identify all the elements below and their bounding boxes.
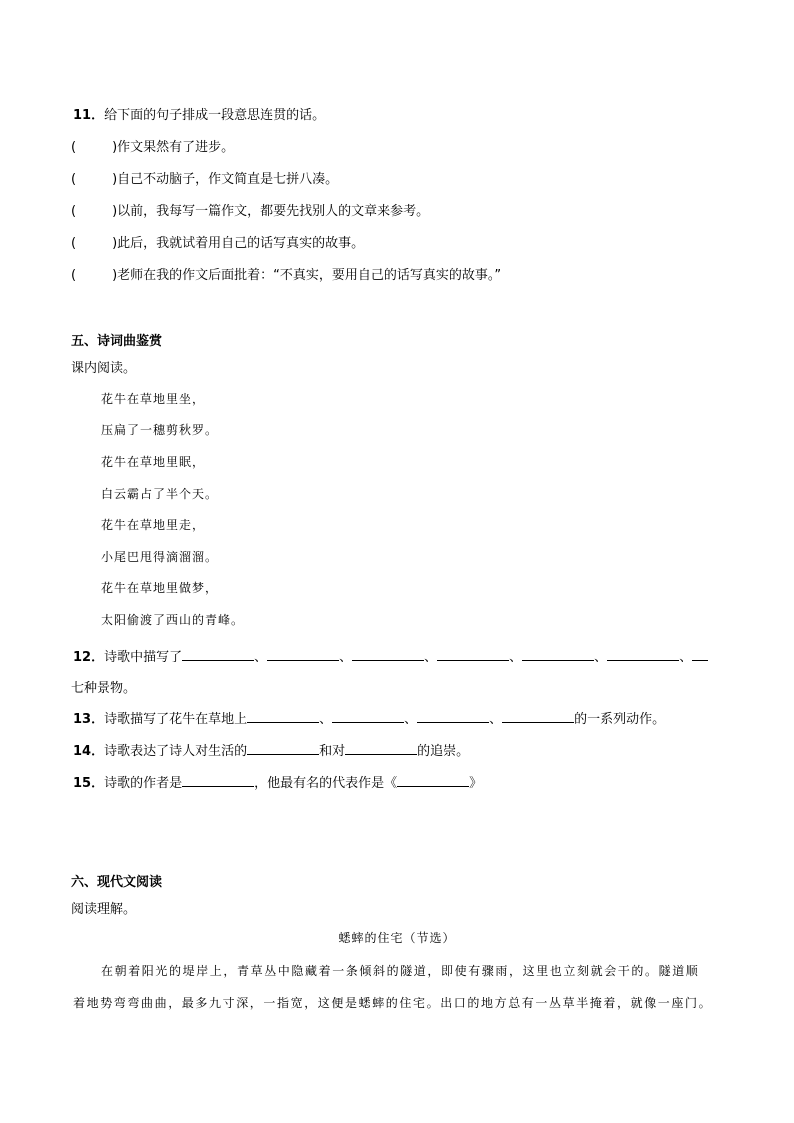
q11-item-4 [71,232,364,251]
q14 [73,740,469,759]
answer-blank[interactable] [182,774,254,787]
answer-blank[interactable] [502,710,574,723]
paren-close: ) [112,204,118,219]
poem-line: 压扁了一穗剪秋罗。 [101,423,219,437]
separator: 、 [339,650,353,665]
separator: 、 [509,650,523,665]
q13 [73,708,665,727]
answer-blank[interactable] [247,742,319,755]
q12 [73,646,708,665]
sentence-text: 作文果然有了进步。 [117,140,235,155]
paren-open: ( [71,236,77,251]
paren-close: ) [112,268,118,283]
q14-number: 14． [73,744,105,759]
section-5-heading: 五、诗词曲鉴赏 [71,334,163,349]
passage-line-2: 着地势弯弯曲曲，最多九寸深，一指宽，这便是蟋蟀的住宅。出口的地方总有一丛草半掩着，就像一座门。 [73,996,713,1010]
separator: 、 [424,650,438,665]
sentence-text: 老师在我的作文后面批着：“不真实，要用自己的话写真实的故事。” [117,268,502,283]
answer-blank[interactable] [397,774,469,787]
q11-number: 11． [73,108,105,123]
q11-item-2 [71,168,338,187]
poem-line: 太阳偷渡了西山的青峰。 [101,613,245,627]
q13-text: 诗歌描写了花牛在草地上 [104,712,248,727]
paren-close: ) [112,172,118,187]
answer-blank[interactable] [352,648,424,661]
answer-blank[interactable] [332,710,404,723]
passage-line-1: 在朝着阳光的堤岸上，青草丛中隐藏着一条倾斜的隧道，即使有骤雨，这里也立刻就会干的。隧道顺 [101,964,700,978]
q12-text: 诗歌中描写了 [104,650,183,665]
separator: 、 [254,650,268,665]
q15-text: 诗歌的作者是 [104,776,183,791]
poem-line: 小尾巴甩得滴溜溜。 [101,550,219,564]
paren-open: ( [71,204,77,219]
answer-blank[interactable] [247,710,319,723]
q14-text: 诗歌表达了诗人对生活的 [104,744,248,759]
poem-line: 花牛在草地里做梦， [101,581,219,595]
answer-blank[interactable] [522,648,594,661]
sentence-text: 自己不动脑子，作文简直是七拼八凑。 [117,172,339,187]
sentence-text: 此后，我就试着用自己的话写真实的故事。 [117,236,365,251]
paren-open: ( [71,268,77,283]
q15-number: 15． [73,776,105,791]
q15-text-end: 》 [469,776,483,791]
paren-open: ( [71,140,77,155]
q14-text-end: 的追崇。 [417,744,470,759]
poem-line: 花牛在草地里走， [101,518,206,532]
answer-blank[interactable] [417,710,489,723]
paren-open: ( [71,172,77,187]
separator: 、 [489,712,503,727]
section-5-intro: 课内阅读。 [71,361,137,376]
q11-item-3 [71,200,429,219]
answer-blank[interactable] [267,648,339,661]
sentence-text: 以前，我每写一篇作文，都要先找别人的文章来参考。 [117,204,430,219]
q11-prompt [73,104,325,123]
q14-text-mid: 和对 [319,744,346,759]
poem-line: 白云霸占了半个天。 [101,487,219,501]
answer-blank[interactable] [182,648,254,661]
answer-blank[interactable] [607,648,679,661]
q11-item-1 [71,136,234,155]
poem-line: 花牛在草地里坐， [101,392,206,406]
q11-prompt-text: 给下面的句子排成一段意思连贯的话。 [104,108,326,123]
paren-close: ) [112,236,118,251]
answer-blank[interactable] [437,648,509,661]
separator: 、 [594,650,608,665]
separator: 、 [404,712,418,727]
passage-title: 蟋蟀的住宅（节选） [338,931,456,945]
q12-line2: 七种景物。 [71,681,137,696]
separator: 、 [319,712,333,727]
answer-blank[interactable] [692,648,708,661]
separator: 、 [679,650,693,665]
poem-line: 花牛在草地里眠， [101,455,206,469]
q11-item-5 [71,264,501,283]
q15 [73,772,482,791]
q13-number: 13． [73,712,105,727]
q15-text-mid: ，他最有名的代表作是《 [254,776,398,791]
answer-blank[interactable] [345,742,417,755]
q13-text-end: 的一系列动作。 [574,712,666,727]
section-6-intro: 阅读理解。 [71,902,137,917]
paren-close: ) [112,140,118,155]
q12-number: 12． [73,650,105,665]
section-6-heading: 六、现代文阅读 [71,875,163,890]
